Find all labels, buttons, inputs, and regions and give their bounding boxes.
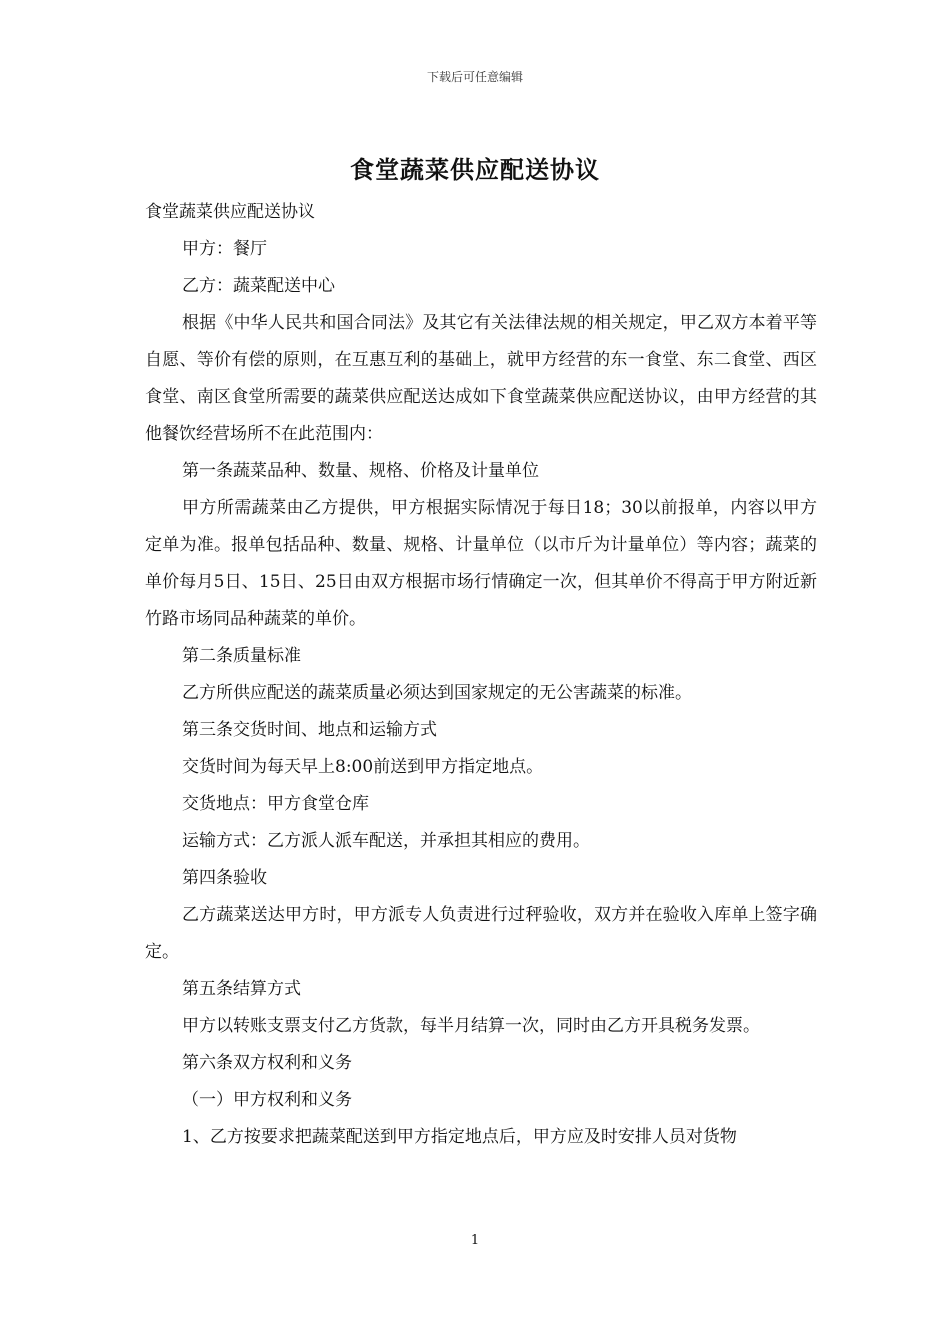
document-title: 食堂蔬菜供应配送协议 (350, 155, 600, 184)
section-heading-4: 第四条验收 (182, 868, 267, 888)
paragraph-party-a-item-1: 1、乙方按要求把蔬菜配送到甲方指定地点后，甲方应及时安排人员对货物 (182, 1127, 737, 1147)
paragraph-party-b: 乙方：蔬菜配送中心 (182, 276, 335, 296)
paragraph-subtitle: 食堂蔬菜供应配送协议 (145, 202, 315, 222)
document-body (145, 194, 817, 1156)
subsection-heading-party-a: （一）甲方权利和义务 (182, 1090, 352, 1110)
section-heading-3: 第三条交货时间、地点和运输方式 (182, 720, 437, 740)
section-heading-1: 第一条蔬菜品种、数量、规格、价格及计量单位 (182, 461, 539, 481)
paragraph-section-1: 甲方所需蔬菜由乙方提供，甲方根据实际情况于每日18；30以前报单，内容以甲方定单为准。报单包括品种、数量、规格、计量单位（以市斤为计量单位）等内容；蔬菜的单价每月5日、15日、25日由双方根据市场行情确定一次，但其单价不得高于甲方附近新竹路市场同品种蔬菜的单价。 (145, 498, 817, 629)
paragraph-section-4: 乙方蔬菜送达甲方时，甲方派专人负责进行过秤验收，双方并在验收入库单上签字确定。 (145, 905, 817, 962)
paragraph-transport: 运输方式：乙方派人派车配送，并承担其相应的费用。 (182, 831, 590, 851)
paragraph-section-2: 乙方所供应配送的蔬菜质量必须达到国家规定的无公害蔬菜的标准。 (182, 683, 692, 703)
paragraph-delivery-time: 交货时间为每天早上8:00前送到甲方指定地点。 (182, 757, 544, 777)
paragraph-preamble: 根据《中华人民共和国合同法》及其它有关法律法规的相关规定，甲乙双方本着平等自愿、等价有偿的原则，在互惠互利的基础上，就甲方经营的东一食堂、东二食堂、西区食堂、南区食堂所需要的蔬菜供应配送达成如下食堂蔬菜供应配送协议，由甲方经营的其他餐饮经营场所不在此范围内： (145, 313, 817, 444)
section-heading-5: 第五条结算方式 (182, 979, 301, 999)
section-heading-6: 第六条双方权利和义务 (182, 1053, 352, 1073)
paragraph-delivery-place: 交货地点：甲方食堂仓库 (182, 794, 369, 814)
paragraph-party-a: 甲方：餐厅 (182, 239, 267, 259)
page-number: 1 (470, 1233, 480, 1248)
section-heading-2: 第二条质量标准 (182, 646, 301, 666)
paragraph-section-5: 甲方以转账支票支付乙方货款，每半月结算一次，同时由乙方开具税务发票。 (182, 1016, 760, 1036)
page-header-note: 下载后可任意编辑 (426, 70, 523, 84)
